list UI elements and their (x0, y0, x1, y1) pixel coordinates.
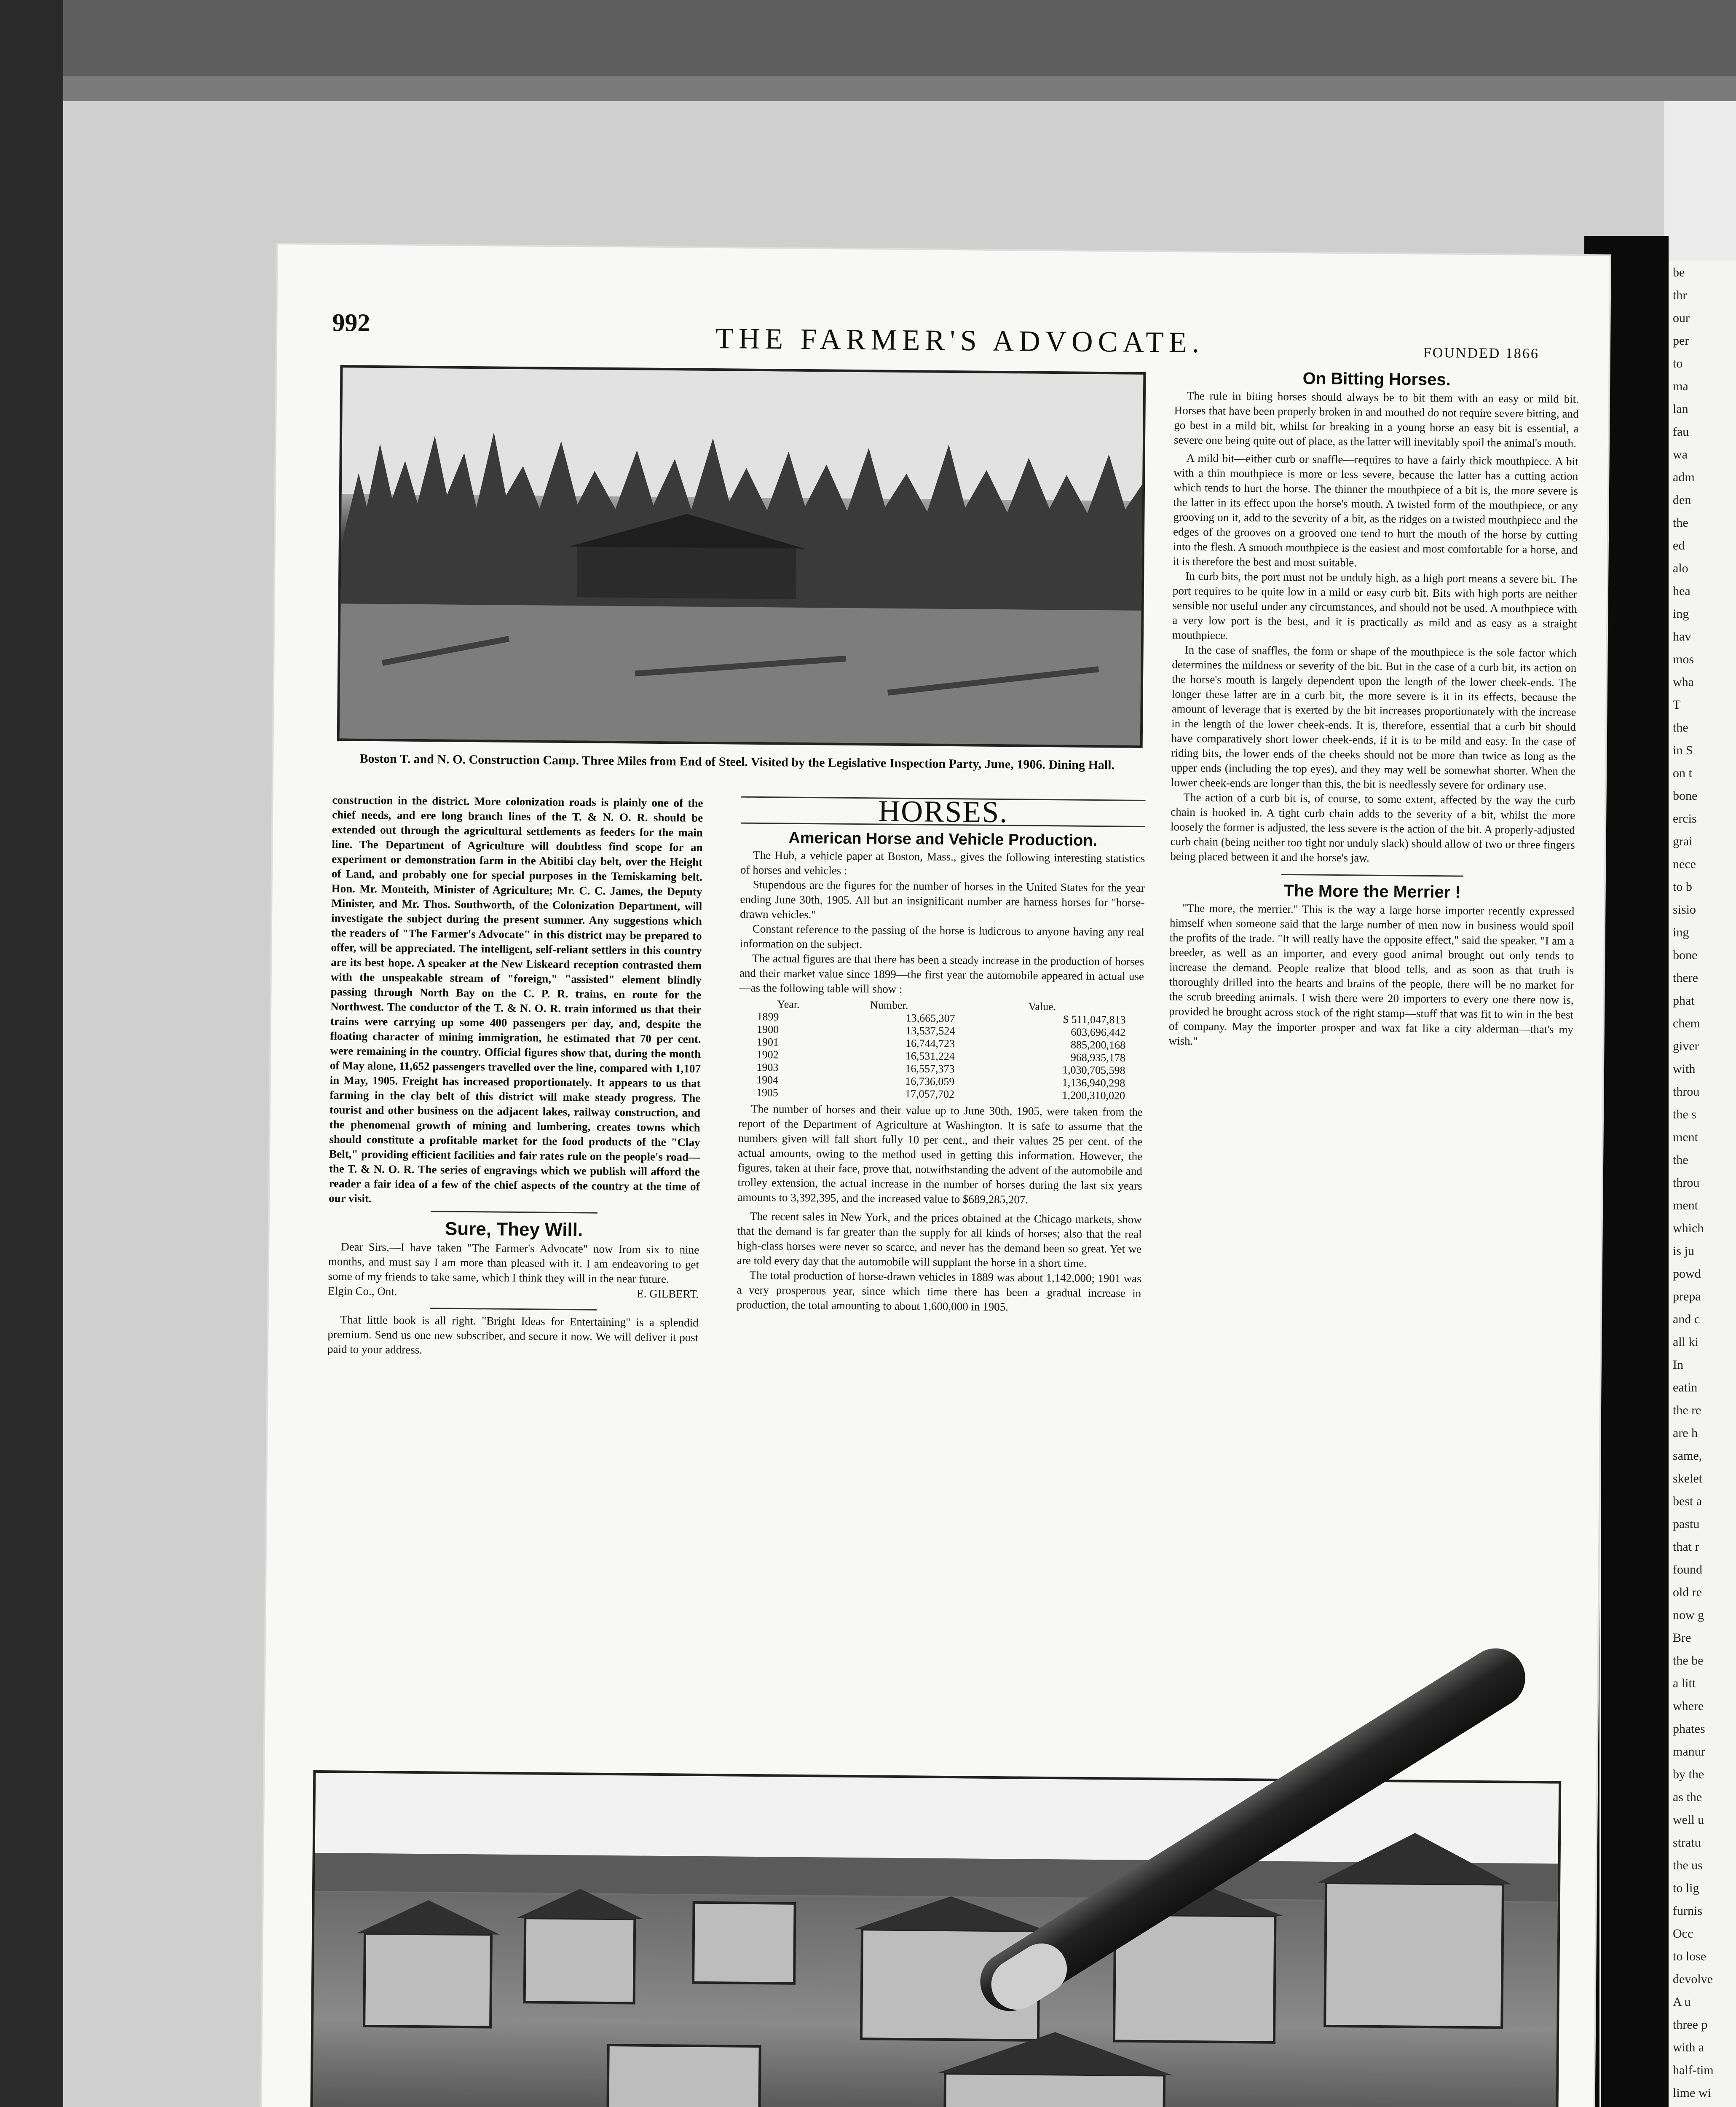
edge-text-fragment: hea (1673, 584, 1690, 598)
edge-text-fragment: wha (1673, 675, 1694, 689)
table-cell: $ 511,047,813 (1063, 1013, 1126, 1026)
table-cell: 16,531,224 (905, 1050, 955, 1063)
american-horse-heading: American Horse and Vehicle Production. (788, 829, 1098, 850)
table-cell: 17,057,702 (905, 1088, 955, 1101)
edge-text-fragment: powd (1673, 1267, 1701, 1281)
edge-text-fragment: old re (1673, 1585, 1702, 1599)
edge-text-fragment: skelet (1673, 1472, 1702, 1485)
table-cell: 13,665,307 (906, 1012, 955, 1025)
edge-text-fragment: T (1673, 698, 1681, 712)
edge-text-fragment: found (1673, 1563, 1702, 1576)
table-cell: 968,935,178 (1070, 1051, 1125, 1064)
edge-text-fragment: are h (1673, 1426, 1698, 1440)
edge-text-fragment: the re (1673, 1403, 1701, 1417)
edge-text-fragment: the (1673, 516, 1688, 530)
table-cell: 1,030,705,598 (1062, 1064, 1125, 1077)
edge-text-fragment: our (1673, 311, 1690, 325)
edge-text-fragment: Occ (1673, 1927, 1693, 1941)
edge-text-fragment: where (1673, 1699, 1704, 1713)
edge-text-fragment: on t (1673, 766, 1692, 780)
edge-text-fragment: the (1673, 721, 1688, 735)
table-cell: 603,696,442 (1071, 1026, 1126, 1039)
paragraph: The actual figures are that there has been a steady increase in the production of horses and their market value since 1899—the first year the automobile appeared in actual use—as the following table will show : (739, 952, 1144, 995)
edge-text-fragment: a litt (1673, 1676, 1696, 1690)
sure-heading: Sure, They Will. (445, 1218, 583, 1241)
edge-text-fragment: bone (1673, 789, 1698, 803)
paragraph: "The more, the merrier." This is the way a large horse importer recently expressed himself when someone said that the large number of men now in business would spoil the profits of the trade. "It will really have the opposite effect," said the speaker. "I am a breeder, as well as an importer, and every good animal brought out only tends to increase the demand. People realize that blood tells, and as soon as that truth is thoroughly drilled into the hearts and brains of the people, there will be no market for the scrub breeding animals. I wish there were 20 importers to every one there now is, provided he brought across stock of the right stamp—stuff that was fit to win in the best of company. May the importer prosper and wax fat like a city alderman—that's my wish." (1168, 901, 1575, 1048)
edge-text-fragment: same, (1673, 1449, 1702, 1463)
edge-text-fragment: three p (1673, 2018, 1708, 2032)
edge-text-fragment: hav (1673, 630, 1691, 643)
edge-text-fragment: wa (1673, 448, 1688, 461)
table-cell: 16,744,723 (905, 1037, 955, 1050)
edge-text-fragment: by the (1673, 1767, 1704, 1781)
edge-text-fragment: there (1673, 971, 1698, 985)
edge-text-fragment: adm (1673, 470, 1695, 484)
tree-line-graphic (340, 367, 1144, 745)
table-row (755, 1086, 1127, 1102)
table-cell: 16,557,373 (905, 1062, 955, 1075)
edge-text-fragment: ma (1673, 379, 1688, 393)
edge-text-fragment: phates (1673, 1722, 1705, 1736)
edge-text-fragment: giver (1673, 1039, 1699, 1053)
edge-text-fragment: stratu (1673, 1836, 1701, 1850)
edge-text-fragment: chem (1673, 1016, 1700, 1030)
table-cell: 1903 (756, 1061, 779, 1074)
table-cell: 1905 (756, 1086, 779, 1099)
town-graphic (311, 1773, 1559, 2107)
edge-text-fragment: in S (1673, 743, 1693, 757)
edge-text-fragment: well u (1673, 1813, 1704, 1827)
edge-text-fragment: ed (1673, 539, 1685, 552)
edge-text-fragment: be (1673, 265, 1685, 279)
edge-text-fragment: ment (1673, 1198, 1698, 1212)
divider (431, 1211, 597, 1213)
edge-text-fragment: now g (1673, 1608, 1704, 1622)
edge-text-fragment: thr (1673, 288, 1687, 302)
adjacent-page-edge (1669, 261, 1736, 2107)
edge-text-fragment: eatin (1673, 1381, 1698, 1394)
edge-text-fragment: to (1673, 357, 1683, 370)
newspaper-page (260, 244, 1610, 2107)
paragraph: A mild bit—either curb or snaffle—requires to have a fairly thick mouthpiece. A bit with a thin mouthpiece is more or less severe, because the latter has a cutting action which tends to hurt the horse. The thinner the mouthpiece of a bit is, the more severe is the latter in its effect upon the horse's mouth. A twisted form of the mouthpiece, or any grooving on it, add to the severity of a bit, as the ridges on a twisted mouthpiece and the edges of the grooves on a grooved one tend to hurt the mouth of the horse by cutting into the flesh. A smooth mouthpiece is the easiest and most comfortable for a horse, and it is therefore the best and most suitable. (1173, 451, 1578, 569)
paragraph: The Hub, a vehicle paper at Boston, Mass., gives the following interesting statistics of horses and vehicles : (740, 848, 1145, 877)
edge-text-fragment: bone (1673, 948, 1698, 962)
edge-text-fragment: the us (1673, 1858, 1703, 1872)
table-cell: 16,736,059 (905, 1075, 955, 1088)
paragraph: In curb bits, the port must not be unduly high, as a high port means a severe bit. The port requires to be quite low in a mild or easy curb bit. Bits with high ports are neither sensible nor useful under any circumstances, and should not be used. A mouthpiece with a very low port is the best, and it is practically as mild and as easy as a straight mouthpiece. (1172, 569, 1578, 642)
edge-text-fragment: A u (1673, 1995, 1691, 2009)
paragraph: The rule in biting horses should always be to bit them with an easy or mild bit. Horses that have been properly broken in and mouthed do not require severe bitting, and go best in a mild bit, whilst for breaking in a young horse an easy bit is essential, a severe one being quite out of place, as the latter will inevitably spoil the animal's mouth. (1173, 389, 1579, 450)
scan-band (63, 76, 1736, 101)
edge-text-fragment: pastu (1673, 1517, 1700, 1531)
column-header: Year. (777, 998, 800, 1011)
edge-text-fragment: with (1673, 1062, 1696, 1076)
column-header: Value. (1028, 1000, 1056, 1013)
column-header: Number. (870, 999, 908, 1012)
edge-text-fragment: ing (1673, 925, 1689, 939)
table-cell: 1901 (756, 1035, 779, 1048)
edge-text-fragment: the be (1673, 1654, 1704, 1667)
edge-text-fragment: furnis (1673, 1904, 1702, 1918)
edge-text-fragment: fau (1673, 425, 1689, 439)
merrier-heading: The More the Merrier ! (1283, 881, 1461, 902)
edge-text-fragment: manur (1673, 1745, 1705, 1759)
divider (1281, 874, 1463, 877)
masthead: THE FARMER'S ADVOCATE. (715, 322, 1205, 359)
edge-text-fragment: prepa (1673, 1289, 1701, 1303)
edge-text-fragment: ing (1673, 607, 1689, 621)
edge-text-fragment: which (1673, 1221, 1704, 1235)
edge-text-fragment: sisio (1673, 903, 1696, 917)
edge-text-fragment: with a (1673, 2040, 1704, 2054)
sure-letter: Dear Sirs,—I have taken "The Farmer's Advocate" now from six to nine months, and must say I am more than pleased with it. I am endeavoring to get some of my friends to take same, which I think they will in the near future. (328, 1240, 699, 1286)
sure-signoff (328, 1284, 699, 1302)
edge-text-fragment: phat (1673, 994, 1695, 1008)
edge-text-fragment: In (1673, 1358, 1683, 1372)
edge-text-fragment: to b (1673, 880, 1692, 894)
middle-column (737, 792, 1146, 1316)
edge-text-fragment: ercis (1673, 812, 1697, 826)
sure-place: Elgin Co., Ont. (328, 1284, 397, 1298)
edge-text-fragment: is ju (1673, 1244, 1694, 1258)
edge-text-fragment: and c (1673, 1312, 1700, 1326)
sure-signature: E. GILBERT. (637, 1287, 699, 1300)
edge-text-fragment: grai (1673, 834, 1693, 848)
table-cell: 1,136,940,298 (1062, 1076, 1125, 1089)
bitting-heading: On Bitting Horses. (1302, 369, 1451, 389)
colonization-article: construction in the district. More colonization roads is plainly one of the chief needs, and ere long branch lines of the T. & N. O. R. should be extended out through the agricultural settlements as feeders for the main line. The Department of Agriculture will doubtless find scope for an experiment or demonstration farm in the Abitibi clay belt, over the Height of Land, and probably one for special purposes in the Temiskaming belt. Hon. Mr. Monteith, Minister of Agriculture; Mr. C. C. James, the Deputy Minister, and Mr. Thos. Southworth, of the Colonization Department, will investigate the subject during the present summer. Any suggestions which the readers of "The Farmer's Advocate" in this district may be prepared to offer, will be appreciated. The intelligent, self-reliant settlers in this country are its best hope. A speaker at the New Liskeard reception contrasted them with the unspeakable stream of "foreign," "assisted" element blindly passing through North Bay on the C. P. R. trains, en route for the Northwest. The conductor of the T. & N. O. R. train informed us that their trains were carrying up some 400 passengers per day, and, despite the floating character of mining immigration, he estimated that 70 per cent. were remaining in the country. Official figures show that, during the month of May alone, 11,652 passengers travelled over the line, compared with 1,107 in May, 1905. Freight has increased proportionately. It appears to us that farming in the clay belt of this district will make steady progress. The tourist and other business on the adjacent lakes, railway construction, and the phenomenal growth of mining and lumbering, creates towns which should constitute a profitable market for the food products of the "Clay Belt," providing efficient facilities and fair rates rule on the people's road—the T. & N. O. R. The series of engravings which we publish will afford the reader a fair idea of a few of the chief aspects of the country at the time of our visit. (329, 793, 703, 1205)
edge-text-fragment: nece (1673, 857, 1696, 871)
edge-text-fragment: that r (1673, 1540, 1699, 1554)
edge-text-fragment: den (1673, 493, 1691, 507)
page-number: 992 (332, 308, 370, 337)
edge-text-fragment: best a (1673, 1494, 1702, 1508)
table-cell: 13,537,524 (906, 1024, 955, 1037)
divider (430, 1308, 597, 1310)
edge-text-fragment: alo (1673, 561, 1688, 575)
table-cell: 1902 (756, 1048, 779, 1061)
edge-text-fragment: ment (1673, 1130, 1698, 1144)
edge-text-fragment (1669, 2104, 1736, 2107)
paragraph: In the case of snaffles, the form or shape of the mouthpiece is the sole factor which determines the mildness or severity of the bit. But in the case of a curb bit, its action on the horse's mouth is largely dependent upon the length of the lower cheek-ends. The longer these latter are in a curb bit, the more severe is it in its effects, because the amount of leverage that is exerted by the bit increases proportionately with the increase in the length of the lower cheek-ends. It is, therefore, essential that a curb bit should have comparatively short lower cheek-ends, if it is to be mild and easy. In the case of riding bits, the lower ends of the cheeks should not be more than twice as long as the upper ends (including the top eyes), and they may well be somewhat shorter. When the lower cheek-ends are longer than this, the bit is needlessly severe for ordinary use. (1171, 643, 1577, 792)
edge-text-fragment: Bre (1673, 1631, 1691, 1645)
scan-border-top (0, 0, 1736, 76)
table-cell: 1904 (756, 1073, 779, 1086)
paragraph: The number of horses and their value up to June 30th, 1905, were taken from the report of the Department of Agriculture at Washington. It is safe to assume that the numbers given will fall short fully 10 per cent., and their values 25 per cent. of the actual amounts, owing to the method used in getting this information. However, the figures, taken at their face, prove that, notwithstanding the advent of the automobile and trolley extension, the actual increase in the number of horses during the last six years amounts to 3,392,395, and the increased value to $689,285,207. (737, 1102, 1143, 1206)
edge-text-fragment: to lose (1673, 1949, 1707, 1963)
edge-text-fragment: throu (1673, 1176, 1700, 1190)
paragraph: The recent sales in New York, and the prices obtained at the Chicago markets, show that the demand is far greater than the supply for all kinds of horses; also that the real high-class horses were never so scarce, and never has the demand been so great. Yet we are told every day that the automobile will supplant the horse in a short time. (737, 1209, 1142, 1270)
top-photo-caption: Boston T. and N. O. Construction Camp. Three Miles from End of Steel. Visited by the Legislative Inspection Party, June, 1906. Dining Hall. (359, 751, 1115, 772)
founded-note: FOUNDED 1866 (1423, 345, 1539, 362)
paragraph: The total production of horse-drawn vehicles in 1889 was about 1,142,000; 1901 was a very prosperous year, since which time there has been a gradual increase in production, the total amounting to about 1,600,000 in 1905. (736, 1268, 1141, 1314)
table-cell: 885,200,168 (1070, 1038, 1126, 1051)
horses-section-title: HORSES. (878, 794, 1008, 829)
edge-text-fragment: throu (1673, 1085, 1700, 1099)
edge-text-fragment: mos (1673, 652, 1694, 666)
left-column (327, 793, 703, 1360)
table-cell: 1899 (757, 1010, 779, 1023)
construction-camp-photo (337, 365, 1146, 748)
table-cell: 1900 (757, 1023, 779, 1036)
right-column (1168, 370, 1579, 1052)
new-liskeard-photo (308, 1770, 1561, 2107)
edge-text-fragment: devolve (1673, 1972, 1713, 1986)
scan-border-left (0, 0, 63, 2107)
table-cell: 1,200,310,020 (1062, 1089, 1125, 1102)
paragraph: Constant reference to the passing of the horse is ludicrous to anyone having any real information on the subject. (739, 922, 1144, 951)
edge-text-fragment: lan (1673, 402, 1688, 416)
edge-text-fragment: the (1673, 1153, 1688, 1167)
edge-text-fragment: per (1673, 334, 1689, 348)
edge-text-fragment: the s (1673, 1107, 1696, 1121)
bright-ideas-note: That little book is all right. "Bright Ideas for Entertaining" is a splendid premium. Send us one new subscriber, and secure it now. We will deliver it post paid to your address. (327, 1313, 699, 1356)
edge-text-fragment: to lig (1673, 1881, 1699, 1895)
horse-statistics-table (755, 998, 1128, 1102)
paragraph: Stupendous are the figures for the number of horses in the United States for the year ending June 30th, 1905. All but an insignificant number are harness horses for "horse-drawn vehicles." (740, 878, 1145, 921)
edge-text-fragment: all ki (1673, 1335, 1698, 1349)
edge-text-fragment: as the (1673, 1790, 1702, 1804)
paragraph: The action of a curb bit is, of course, to some extent, affected by the way the curb chain is hooked in. A tight curb chain adds to the severity of a bit, whilst the more loosely the former is adjusted, the less severe is the action of the bit. A properly-adjusted curb chain (being neither too tight nor unduly slack) should allow of two or three fingers being placed between it and the horse's jaw. (1170, 791, 1575, 864)
edge-text-fragment: lime wi (1673, 2086, 1711, 2100)
edge-text-fragment: half-tim (1673, 2063, 1714, 2077)
